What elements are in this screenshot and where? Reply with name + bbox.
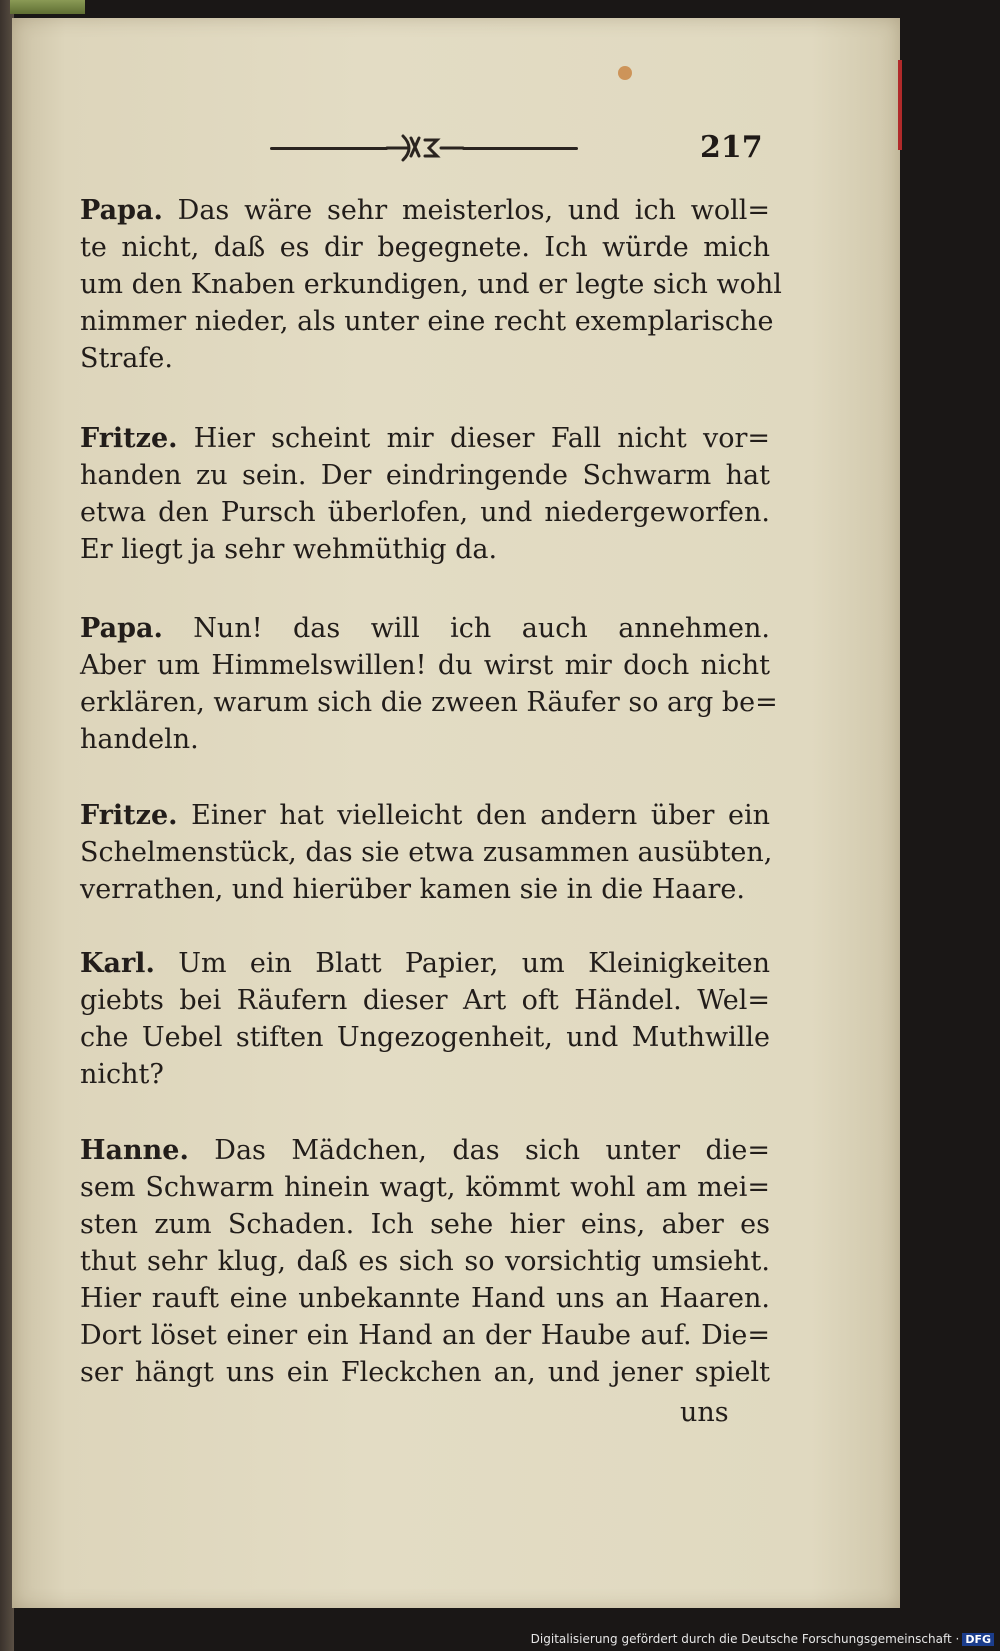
text-line: Einer hat vielleicht den andern über ein — [177, 800, 770, 831]
speaker-name: Hanne. — [80, 1135, 189, 1166]
text-line: Nun! das will ich auch annehmen. — [162, 613, 770, 644]
text-line: handen zu sein. Der eindringende Schwarm hat — [80, 460, 770, 491]
footer-text: Digitalisierung gefördert durch die Deutsche Forschungsgemeinschaft · — [530, 1632, 960, 1646]
speaker-name: Papa. — [80, 613, 163, 644]
text-line: sten zum Schaden. Ich sehe hier eins, aber es — [80, 1209, 770, 1240]
text-line: nicht? — [80, 1059, 164, 1090]
paragraph — [80, 420, 770, 568]
text-line: Das wäre sehr meisterlos, und ich woll= — [162, 195, 770, 226]
text-line: ser hängt uns ein Fleckchen an, und jener spielt — [80, 1357, 770, 1388]
text-line: giebts bei Räufern dieser Art oft Händel. Wel= — [80, 985, 770, 1016]
catchword: uns — [680, 1397, 729, 1428]
page-red-edge — [898, 60, 902, 150]
text-line: Er liegt ja sehr wehmüthig da. — [80, 534, 498, 565]
paragraph — [80, 192, 782, 377]
ornament-rule-left — [270, 147, 388, 150]
text-line: Hier rauft eine unbekannte Hand uns an Haaren. — [80, 1283, 770, 1314]
text-line: etwa den Pursch überlofen, und niedergeworfen. — [80, 497, 770, 528]
paragraph — [80, 610, 778, 758]
paper-stain — [618, 66, 632, 80]
paragraph — [80, 945, 770, 1093]
bookmark-ribbon — [10, 0, 85, 14]
text-line: nimmer nieder, als unter eine recht exemplarische — [80, 306, 774, 337]
text-line: erklären, warum sich die zween Räufer so arg be= — [80, 687, 778, 718]
text-line: che Uebel stiften Ungezogenheit, und Muthwille — [80, 1022, 770, 1053]
paragraph — [80, 1132, 770, 1391]
text-line: te nicht, daß es dir begegnete. Ich würde mich — [80, 232, 770, 263]
speaker-name: Papa. — [80, 195, 163, 226]
dfg-logo: DFG — [962, 1633, 994, 1646]
text-line: handeln. — [80, 724, 199, 755]
ornament-flourish-icon — [385, 128, 465, 166]
text-line: Strafe. — [80, 343, 173, 374]
text-line: um den Knaben erkundigen, und er legte sich wohl — [80, 269, 782, 300]
text-line: Dort löset einer ein Hand an der Haube auf. Die= — [80, 1320, 770, 1351]
paragraph — [80, 797, 773, 908]
text-line: Um ein Blatt Papier, um Kleinigkeiten — [154, 948, 770, 979]
text-line: sem Schwarm hinein wagt, kömmt wohl am mei= — [80, 1172, 770, 1203]
speaker-name: Fritze. — [80, 800, 178, 831]
text-line: Das Mädchen, das sich unter die= — [188, 1135, 770, 1166]
text-line: Hier scheint mir dieser Fall nicht vor= — [177, 423, 770, 454]
text-line: thut sehr klug, daß es sich so vorsichtig umsieht. — [80, 1246, 770, 1277]
page-number: 217 — [700, 130, 763, 165]
speaker-name: Fritze. — [80, 423, 178, 454]
speaker-name: Karl. — [80, 948, 155, 979]
text-line: Schelmenstück, das sie etwa zusammen ausübten, — [80, 837, 773, 868]
text-line: verrathen, und hierüber kamen sie in die Haare. — [80, 874, 745, 905]
text-line: Aber um Himmelswillen! du wirst mir doch nicht — [80, 650, 770, 681]
digitization-footer — [531, 1632, 994, 1646]
ornament-rule-right — [462, 147, 578, 150]
